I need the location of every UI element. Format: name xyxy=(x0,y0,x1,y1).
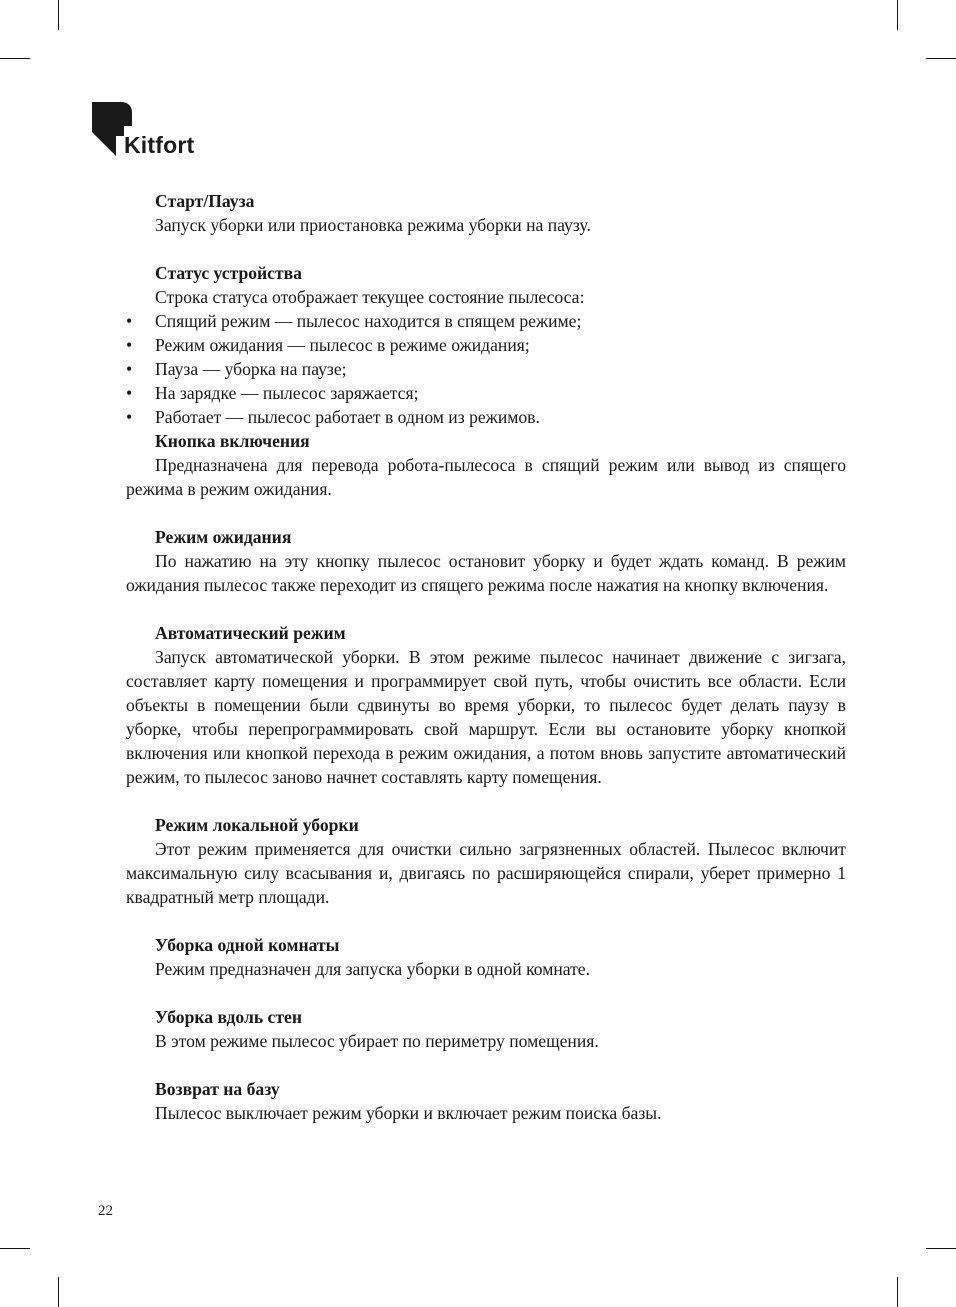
list-item xyxy=(126,333,846,357)
section-text: Пылесос выключает режим уборки и включает режим поиска базы. xyxy=(155,1103,662,1123)
section-title: Кнопка включения xyxy=(155,431,310,451)
list-item xyxy=(126,357,846,381)
list-item xyxy=(126,309,846,333)
section-text: Предназначена для перевода робота-пылесоса в спящий режим или вывод из спящего режима в режим ожидания. xyxy=(126,455,846,499)
section-title: Автоматический режим xyxy=(155,623,346,643)
bullet-icon: • xyxy=(126,383,133,403)
crop-mark xyxy=(897,1277,898,1307)
list-item-text: Пауза — уборка на паузе; xyxy=(155,359,347,379)
list-item-text: На зарядке — пылесос заряжается; xyxy=(155,383,419,403)
section-text: Запуск уборки или приостановка режима уборки на паузу. xyxy=(155,215,591,235)
crop-mark xyxy=(58,1277,59,1307)
section-title: Режим ожидания xyxy=(155,527,292,547)
page-number: 22 xyxy=(98,1203,113,1219)
section-title: Возврат на базу xyxy=(155,1079,280,1099)
section-text: Режим предназначен для запуска уборки в одной комнате. xyxy=(155,959,590,979)
crop-mark xyxy=(897,0,898,30)
bullet-icon: • xyxy=(126,335,133,355)
bullet-icon: • xyxy=(126,311,133,331)
list-item-text: Спящий режим — пылесос находится в спящем режиме; xyxy=(155,311,582,331)
section-title: Статус устройства xyxy=(155,263,302,283)
crop-mark xyxy=(58,0,59,30)
crop-mark xyxy=(0,1248,30,1249)
page-content xyxy=(126,189,846,1125)
list-item xyxy=(126,405,846,429)
section-title: Уборка одной комнаты xyxy=(155,935,340,955)
bullet-icon: • xyxy=(126,359,133,379)
list-item-text: Режим ожидания — пылесос в режиме ожидания; xyxy=(155,335,530,355)
brand-name: Kitfort xyxy=(124,132,195,158)
section-title: Уборка вдоль стен xyxy=(155,1007,302,1027)
section-text: Строка статуса отображает текущее состояние пылесоса: xyxy=(155,287,585,307)
list-item xyxy=(126,381,846,405)
list-item-text: Работает — пылесос работает в одном из режимов. xyxy=(155,407,540,427)
section-title: Старт/Пауза xyxy=(155,191,255,211)
section-text: В этом режиме пылесос убирает по периметру помещения. xyxy=(155,1031,599,1051)
section-text: Запуск автоматической уборки. В этом режиме пылесос начинает движение с зигзага, составляет карту помещения и программирует свой путь, чтобы очистить все области. Если объекты в помещении были сдвинуты во время уборки, то пылесос будет делать паузу в уборке, чтобы перепрограммировать свой маршрут. Если вы остановите уборку кнопкой включения или кнопкой перехода в режим ожидания, а потом вновь запустите автоматический режим, то пылесос заново начнет составлять карту помещения. xyxy=(126,647,846,787)
bullet-icon: • xyxy=(126,407,133,427)
section-text: Этот режим применяется для очистки сильно загрязненных областей. Пылесос включит максимальную силу всасывания и, двигаясь по расширяющейся спирали, уберет примерно 1 квадратный метр площади. xyxy=(126,839,846,907)
crop-mark xyxy=(0,58,30,59)
brand-logo xyxy=(92,102,212,162)
section-title: Режим локальной уборки xyxy=(155,815,359,835)
crop-mark xyxy=(926,1248,956,1249)
crop-mark xyxy=(926,58,956,59)
section-text: По нажатию на эту кнопку пылесос остановит уборку и будет ждать команд. В режим ожидания пылесос также переходит из спящего режима после нажатия на кнопку включения. xyxy=(126,551,846,595)
